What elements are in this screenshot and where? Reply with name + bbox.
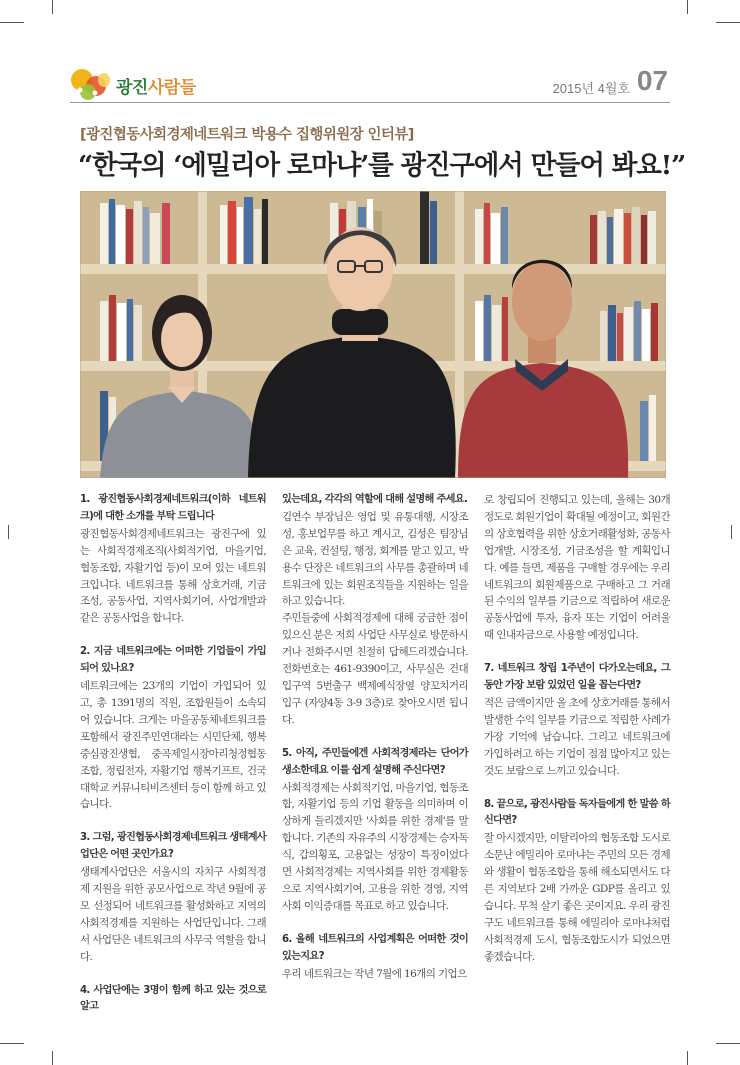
question-5: 5. 아직, 주민들에겐 사회적경제라는 단어가 생소한데요 이를 쉽게 설명해 주신다면? — [282, 747, 468, 776]
article-kicker: [광진협동사회경제네트워크 박용수 집행위원장 인터뷰] — [80, 127, 414, 143]
logo-icon — [70, 66, 114, 102]
article-headline: “한국의 ‘에밀리아 로마냐’를 광진구에서 만들어 봐요!” — [78, 150, 686, 181]
question-2: 2. 지금 네트워크에는 어떠한 기업들이 가입되어 있나요? — [80, 646, 266, 675]
column-3 — [484, 492, 670, 966]
photo-illustration — [80, 191, 666, 478]
answer-4: 김연수 부장님은 영업 및 유통대행, 시장조성, 홍보업무를 하고 계시고, 김성은 팀장님은 교육, 컨설팅, 행정, 회계를 맡고 있고, 박용수 단장은 네트워크의 사무를 총괄하며 네트워크에 있는 회원조직들을 지원하는 일을 하고 있습니다. — [282, 510, 468, 608]
crop-mark — [52, 0, 53, 14]
issue-date: 2015년 4월호 — [552, 81, 630, 96]
answer-8: 잘 아시겠지만, 이탈리아의 협동조합 도시로 소문난 에밀리아 로마냐는 주민의 모든 경제와 생활이 협동조합을 통해 해소되면서도 다른 지역보다 2배 가까운 GDP를 올리고 있습니다. 무척 살기 좋은 곳이지요. 우리 광진구도 네트워크를 통해 에밀리아 로마냐처럼 사회적경제 도시, 협동조합도시가 되었으면 좋겠습니다. — [484, 832, 670, 963]
answer-7: 적은 금액이지만 올 초에 상호거래를 통해서 발생한 수익 일부를 기금으로 적립한 사례가 가장 기억에 남습니다. 그리고 네트워크에 가입하려고 하는 기업이 점점 많아지고 있는 것도 보람으로 느끼고 있습니다. — [484, 696, 670, 777]
crop-mark — [687, 1051, 688, 1065]
logo-prefix: 광진 — [116, 78, 148, 98]
question-3: 3. 그럼, 광진협동사회경제네트워크 생태계사업단은 어떤 곳인가요? — [80, 832, 266, 861]
answer-6-continued: 로 창립되어 진행되고 있는데, 올해는 30개 정도로 회원기업이 확대될 예정이고, 회원간의 상호협력을 위한 상호거래활성화, 공동사업개발, 시장조성, 기금조성을 할 계획입니다. 예를 들면, 제품을 구매할 경우에는 우리 네트워크의 회원제품으로 구매하고 그 거래된 수익의 일부를 기금으로 적립하여 새로운 공동사업에 투자, 융자 또는 기업이 어려울 때 인내자금으로 사용할 예정입니다. — [484, 494, 670, 642]
crop-mark — [8, 525, 9, 539]
crop-mark — [0, 22, 24, 23]
answer-5: 사회적경제는 사회적기업, 마을기업, 협동조합, 자활기업 등의 기업 활동을 의미하며 이상하게 들리겠지만 '사회를 위한 경제'를 말합니다. 기존의 자유주의 시장경제는 승자독식, 갑의횡포, 고용없는 성장이 특징이었다면 사회적경제는 지역사회를 위한 경제활동으로 지역사회기여, 고용을 위한 경영, 지역사회 이익증대를 목표로 하고 있습니다. — [282, 781, 468, 912]
crop-mark — [716, 22, 740, 23]
crop-mark — [716, 1043, 740, 1044]
answer-2: 네트워크에는 23개의 기업이 가입되어 있고, 총 1391명의 직원, 조합원들이 소속되어 있습니다. 크게는 마을공동체네트워크를 포함해서 광진주민연대라는 시민단체, 행복중심광진생협, 중곡제일시장아리청정협동조합, 정립전자, 자활기업 행복기프트, 건국대학교 커뮤니티비즈센터 등이 함께 하고 있습니다. — [80, 680, 266, 811]
page-number: 07 — [636, 65, 668, 96]
question-6: 6. 올해 네트워크의 사업계획은 어떠한 것이 있는지요? — [282, 933, 468, 962]
header-divider — [70, 102, 670, 103]
logo-suffix: 사람들 — [147, 78, 196, 98]
answer-1: 광진협동사회경제네트워크는 광진구에 있는 사회적경제조직(사회적기업, 마을기업, 협동조합, 자활기업 등)이 모여 있는 네트워크입니다. 네트워크를 통해 상호거래, 기금조성, 공동사업, 지역사회기여, 사업개발과 같은 공동사업을 합니다. — [80, 527, 266, 625]
crop-mark — [0, 1043, 24, 1044]
page-header — [70, 66, 670, 104]
column-2 — [282, 492, 468, 982]
answer-6: 우리 네트워크는 작년 7월에 16개의 기업으 — [282, 967, 467, 980]
answer-3: 생태계사업단은 서울시의 자치구 사회적경제 지원을 위한 공모사업으로 작년 9월에 공모 선정되어 네트워크를 활성화하고 지역의 사회적경제를 지원하는 사업단입니다. 그래서 사업단은 네트워크의 사무국 역할을 합니다. — [80, 866, 266, 963]
question-8: 8. 끝으로, 광진사람들 독자들에게 한 말씀 하신다면? — [484, 798, 670, 827]
question-4: 4. 사업단에는 3명이 함께 하고 있는 것으로 알고 — [80, 984, 266, 1013]
crop-mark — [52, 1051, 53, 1065]
question-4-continued: 있는데요, 각각의 역할에 대해 설명해 주세요. — [282, 494, 468, 505]
crop-mark — [731, 525, 732, 539]
crop-mark — [687, 0, 688, 14]
question-7: 7. 네트워크 창립 1주년이 다가오는데요, 그동안 가장 보람 있었던 일을 꼽는다면? — [484, 663, 670, 692]
logo-wordmark — [116, 73, 196, 98]
question-1: 1. 광진협동사회경제네트워크(이하 네트워크)에 대한 소개를 부탁 드립니다 — [80, 494, 266, 522]
answer-4-contact: 주민들중에 사회적경제에 대해 궁금한 점이 있으신 분은 저희 사업단 사무실로 방문하시거나 전화주시면 친절히 답해드리겠습니다. 전화번호는 461-9390이고, 사무실은 건대입구역 5번출구 백제예식장옆 양꼬치거리 입구 (자양4동 3-9 3층)로 찾아오시면 됩니다. — [282, 612, 468, 726]
interview-photo — [80, 191, 666, 478]
column-1 — [80, 492, 266, 1016]
